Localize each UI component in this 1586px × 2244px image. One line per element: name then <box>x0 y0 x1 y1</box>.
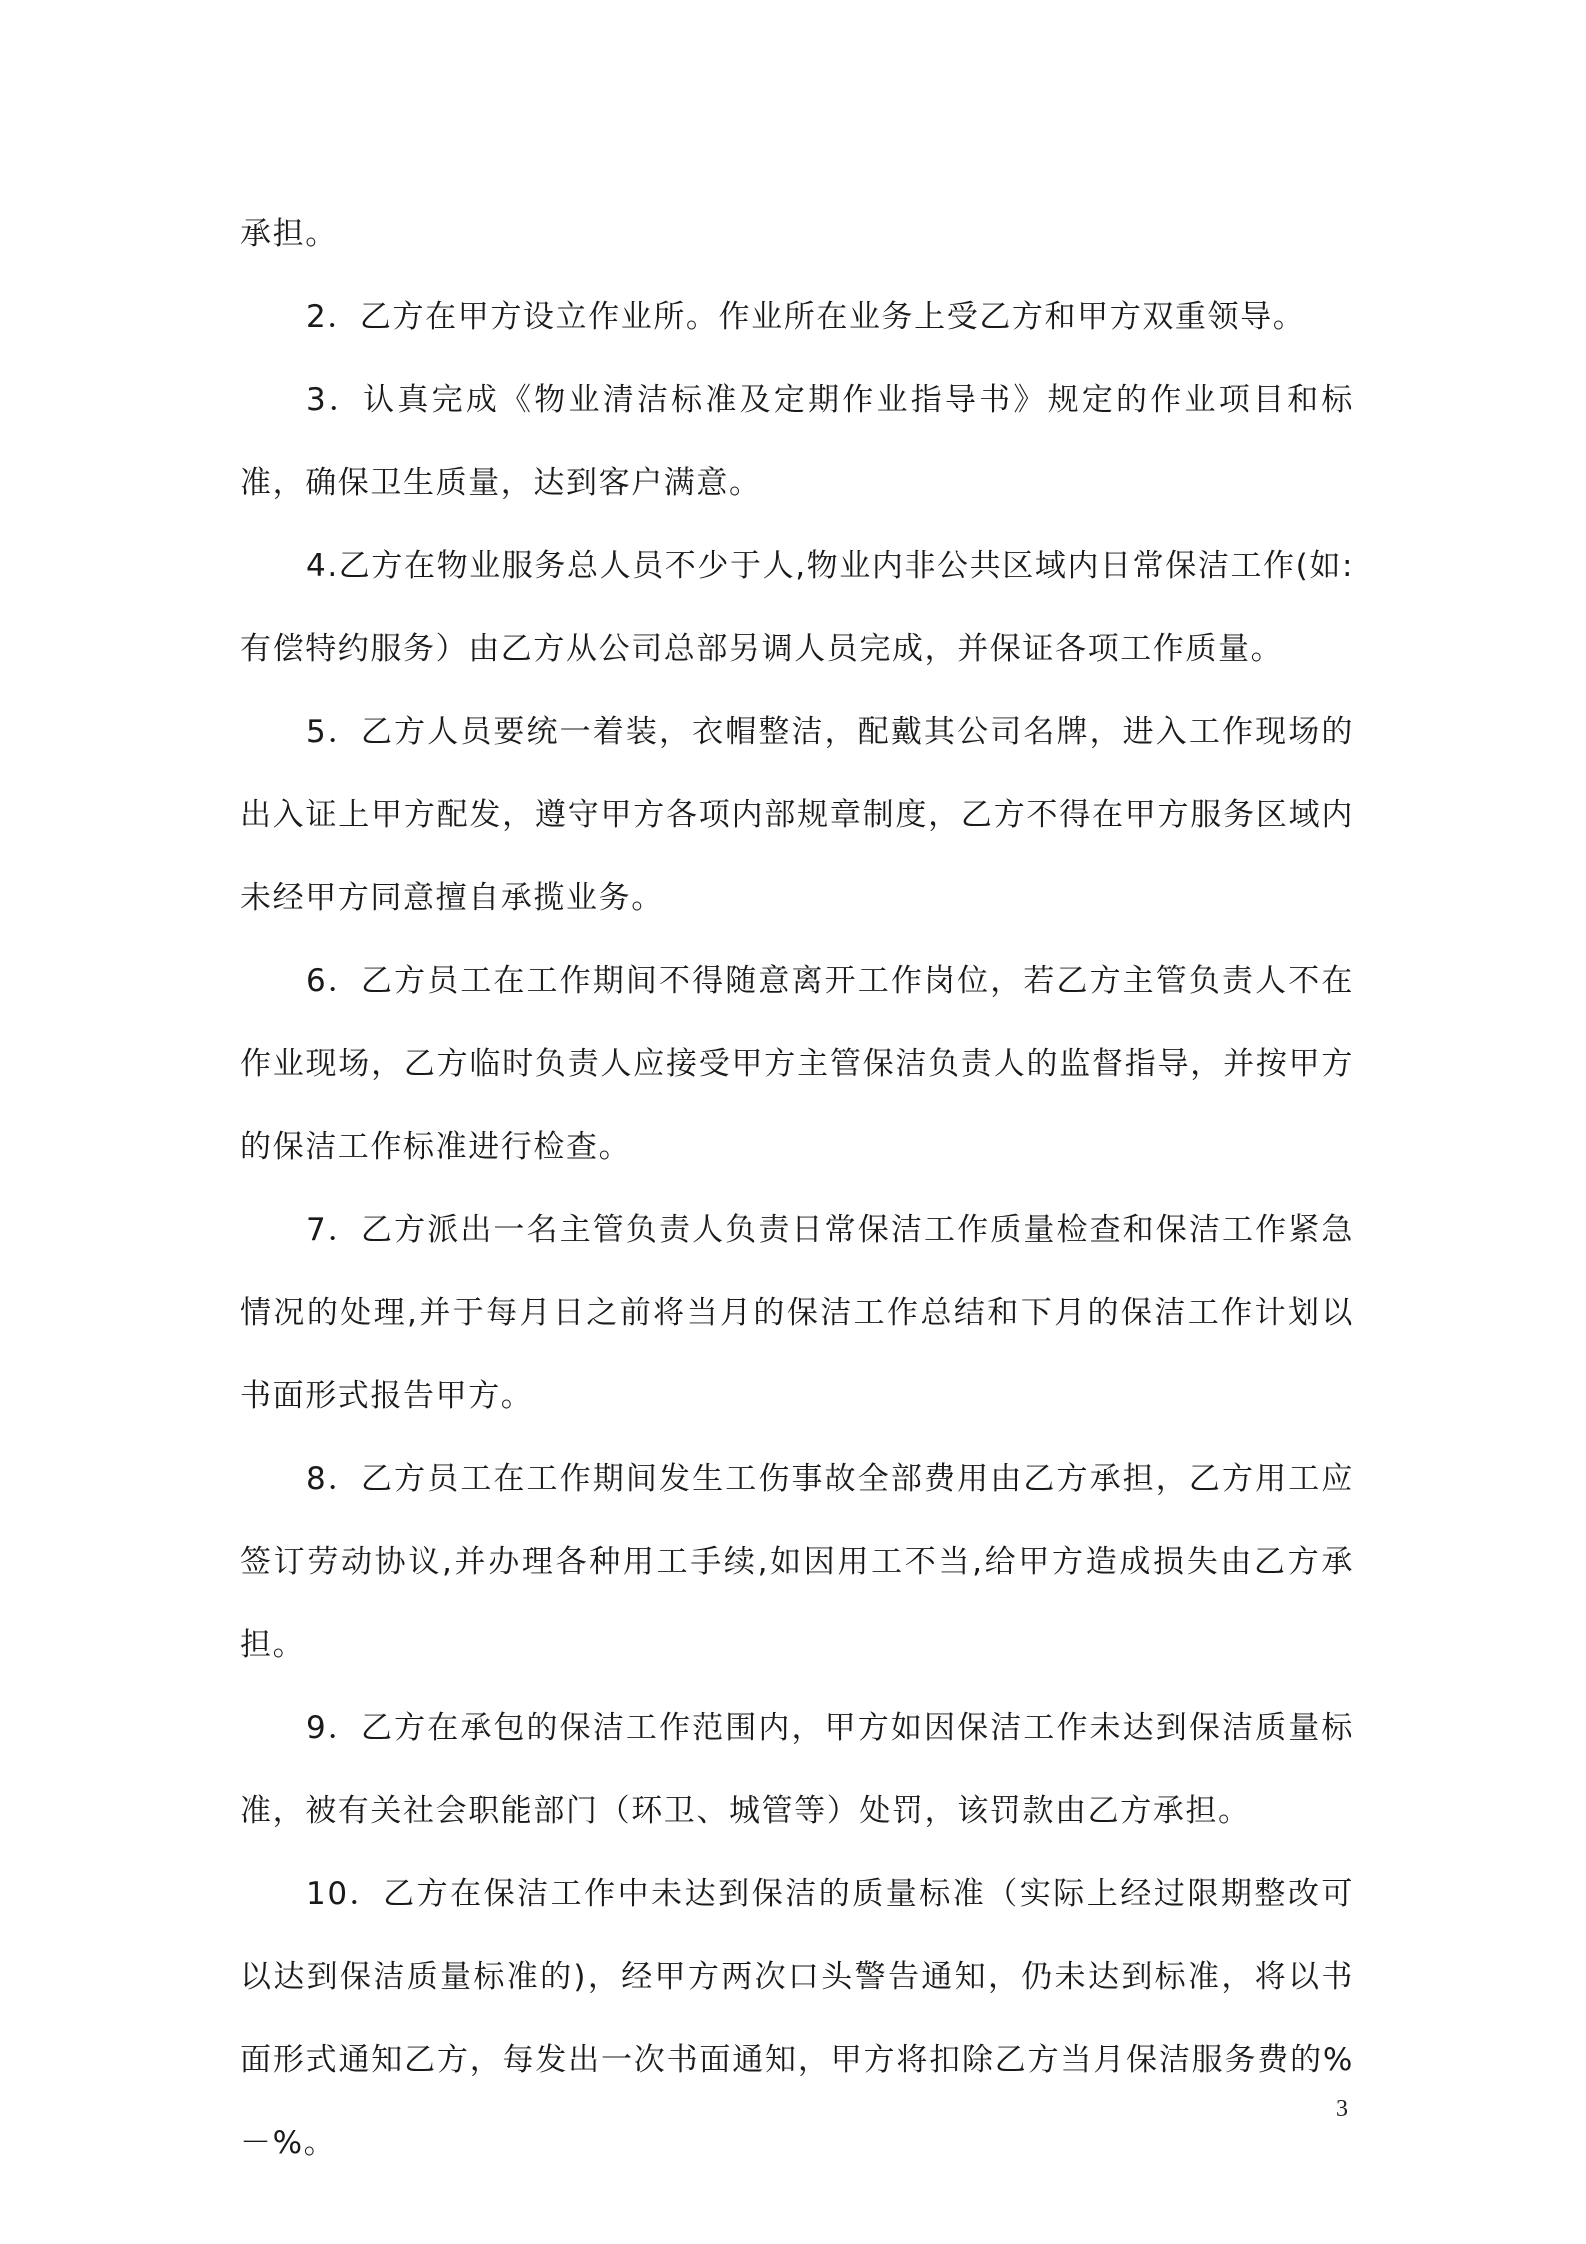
paragraph-item-7: 7．乙方派出一名主管负责人负责日常保洁工作质量检查和保洁工作紧急情况的处理,并于每月日之前将当月的保洁工作总结和下月的保洁工作计划以书面形式报告甲方。 <box>240 1212 1354 1414</box>
paragraph-item-5: 5．乙方人员要统一着装，衣帽整洁，配戴其公司名牌，进入工作现场的出入证上甲方配发，遵守甲方各项内部规章制度，乙方不得在甲方服务区域内未经甲方同意擅自承揽业务。 <box>240 714 1354 916</box>
paragraph-item-4: 4.乙方在物业服务总人员不少于人,物业内非公共区域内日常保洁工作(如:有偿特约服务）由乙方从公司总部另调人员完成，并保证各项工作质量。 <box>240 548 1354 667</box>
paragraph-item-2: 2．乙方在甲方设立作业所。作业所在业务上受乙方和甲方双重领导。 <box>306 299 1306 335</box>
paragraph-continuation: 承担。 <box>240 216 338 252</box>
paragraph-item-8: 8．乙方员工在工作期间发生工伤事故全部费用由乙方承担，乙方用工应签订劳动协议,并办理各种用工手续,如因用工不当,给甲方造成损失由乙方承担。 <box>240 1461 1354 1663</box>
document-body <box>240 193 1354 2185</box>
page-number: 3 <box>1336 2096 1348 2122</box>
paragraph-item-3: 3．认真完成《物业清洁标准及定期作业指导书》规定的作业项目和标准，确保卫生质量，达到客户满意。 <box>240 382 1354 501</box>
paragraph-item-9: 9．乙方在承包的保洁工作范围内，甲方如因保洁工作未达到保洁质量标准，被有关社会职能部门（环卫、城管等）处罚，该罚款由乙方承担。 <box>240 1710 1354 1829</box>
paragraph-item-10: 10．乙方在保洁工作中未达到保洁的质量标准（实际上经过限期整改可以达到保洁质量标准的)，经甲方两次口头警告通知，仍未达到标准，将以书面形式通知乙方，每发出一次书面通知，甲方将扣除乙方当月保洁服务费的%－%。 <box>240 1876 1354 2161</box>
paragraph-item-6: 6．乙方员工在工作期间不得随意离开工作岗位，若乙方主管负责人不在作业现场，乙方临时负责人应接受甲方主管保洁负责人的监督指导，并按甲方的保洁工作标准进行检查。 <box>240 963 1354 1165</box>
